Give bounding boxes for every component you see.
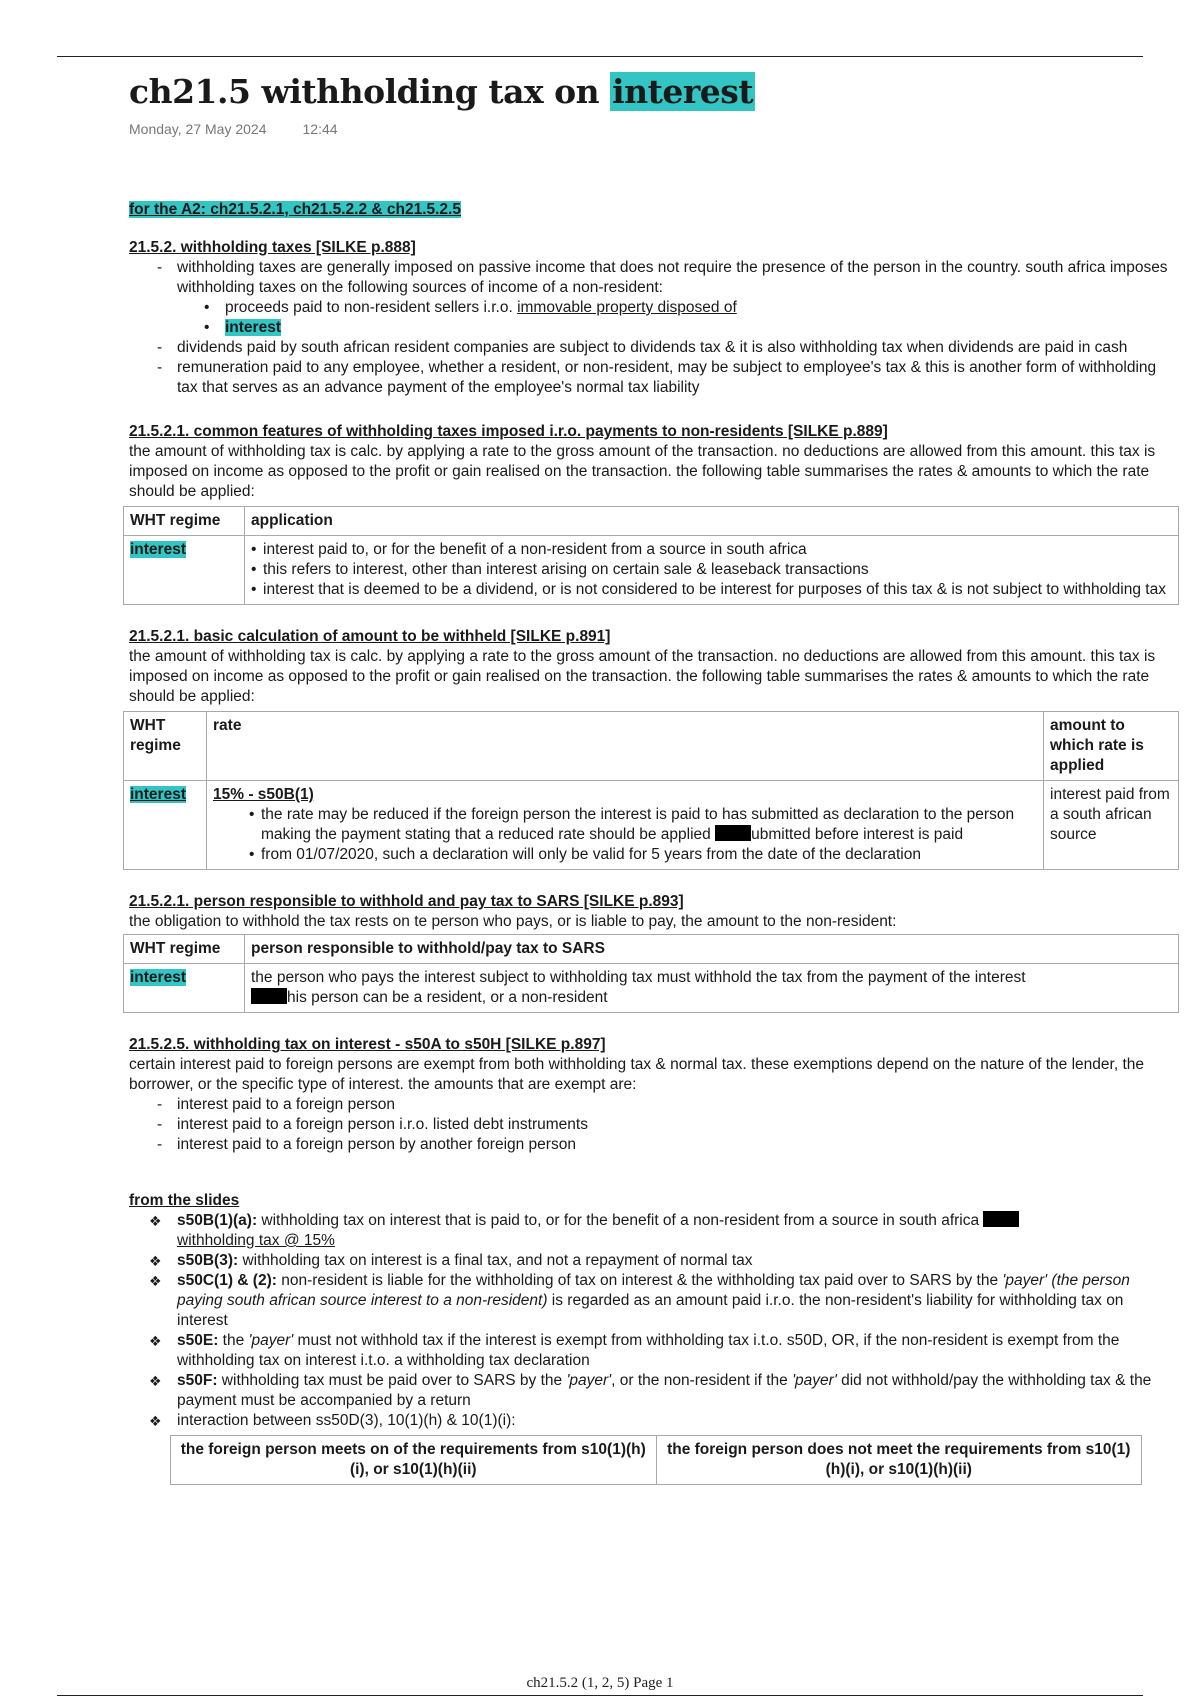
interaction-table xyxy=(170,1435,1142,1485)
redaction-box xyxy=(251,988,287,1004)
table-header-row xyxy=(124,507,1179,536)
table-row xyxy=(124,536,1179,605)
rate-bullet-text: ubmitted before interest is paid xyxy=(751,826,964,843)
rate-bullet: • from 01/07/2020, such a declaration will only be valid for 5 years from the date of the declaration xyxy=(249,845,1037,865)
sub-item-text: proceeds paid to non-resident sellers i.r.o. xyxy=(225,299,518,316)
slides-list xyxy=(129,1211,1177,1431)
slides-item xyxy=(129,1211,1177,1251)
table-cell: interest paid from a south african source xyxy=(1044,781,1179,870)
table-header: WHT regime xyxy=(124,935,245,964)
application-bullet: • interest that is deemed to be a dividend, or is not considered to be interest for purposes of this tax & is not subject to withholding tax xyxy=(251,580,1172,600)
section-intro: the obligation to withhold the tax rests on te person who pays, or is liable to pay, the amount to the non-resident: xyxy=(129,913,897,930)
exempt-list xyxy=(129,1095,1177,1155)
regime-interest: interest xyxy=(130,786,186,803)
table-cell xyxy=(245,964,1179,1013)
table-header-row xyxy=(124,712,1179,781)
application-table xyxy=(123,506,1179,605)
rate-bullet-text: the rate may be reduced if the foreign person the interest is paid to has submitted as declaration to the person making the payment stating that a reduced rate should be applied xyxy=(261,806,1015,843)
withholding-taxes-list xyxy=(129,258,1177,398)
slides-item xyxy=(129,1271,1177,1331)
list-item: - interest paid to a foreign person xyxy=(129,1095,1177,1115)
rate-bullets xyxy=(249,805,1037,865)
section-intro: the amount of withholding tax is calc. by applying a rate to the gross amount of the transaction. no deductions are allowed from this amount. this tax is imposed on income as opposed to the profit or gain realised on the transaction. the following table summarises the rates & amounts to which the rate should be applied: xyxy=(129,648,1156,705)
slides-text: 'payer' xyxy=(566,1372,612,1389)
table-cell xyxy=(124,781,207,870)
interest-highlight: interest xyxy=(225,319,281,336)
application-bullets xyxy=(251,540,1172,600)
page-meta xyxy=(129,121,338,137)
table-header: the foreign person does not meet the requirements from s10(1)(h)(i), or s10(1)(h)(ii) xyxy=(656,1436,1142,1485)
page-time: 12:44 xyxy=(302,121,338,137)
section-label: s50F: xyxy=(177,1372,218,1389)
a2-note: for the A2: ch21.5.2.1, ch21.5.2.2 & ch21.5.2.5 xyxy=(129,201,461,218)
slides-text: 'payer' xyxy=(792,1372,837,1389)
slides-text: 'payer' (the person paying south african source interest to a non-resident) xyxy=(177,1272,1130,1309)
responsibility-table xyxy=(123,934,1179,1013)
immovable-property-link[interactable]: immovable property disposed of xyxy=(517,299,737,316)
page-date: Monday, 27 May 2024 xyxy=(129,121,267,137)
section-heading-basic-calculation: 21.5.2.1. basic calculation of amount to be withheld [SILKE p.891] xyxy=(129,628,611,645)
slides-text: the xyxy=(218,1332,249,1349)
table-header: WHT regime xyxy=(124,507,245,536)
slides-text: 'payer' xyxy=(248,1332,294,1349)
list-item-text: dividends paid by south african resident companies are subject to dividends tax & it is also withholding tax when dividends are paid in cash xyxy=(177,339,1128,356)
slides-text: withholding tax on interest that is paid to, or for the benefit of a non-resident from a source in south africa xyxy=(257,1212,984,1229)
list-item-text: withholding taxes are generally imposed on passive income that does not require the presence of the person in the country. south africa imposes withholding taxes on the following sources of income of a non-resident: xyxy=(177,259,1168,296)
sub-list xyxy=(129,298,1177,338)
list-item: - interest paid to a foreign person by another foreign person xyxy=(129,1135,1177,1155)
list-item xyxy=(129,338,1177,358)
bottom-rule xyxy=(57,1695,1143,1696)
rate-table xyxy=(123,711,1179,870)
rate-title: 15% - s50B(1) xyxy=(213,786,314,803)
list-item: - interest paid to a foreign person i.r.o. listed debt instruments xyxy=(129,1115,1177,1135)
slides-text: withholding tax on interest is a final tax, and not a repayment of normal tax xyxy=(238,1252,753,1269)
slides-text: did not withhold/pay the withholding tax & the payment must be accompanied by a return xyxy=(177,1372,1152,1409)
table-row xyxy=(124,964,1179,1013)
table-cell xyxy=(207,781,1044,870)
list-item xyxy=(129,358,1177,398)
list-item-text: remuneration paid to any employee, whether a resident, or non-resident, may be subject to employee's tax & this is another form of withholding tax that serves as an advance payment of the employee's normal tax liability xyxy=(177,359,1157,396)
table-header: rate xyxy=(207,712,1044,781)
table-cell xyxy=(245,536,1179,605)
section-label: s50B(1)(a): xyxy=(177,1212,258,1229)
slides-text: withholding tax must be paid over to SARS by the xyxy=(217,1372,567,1389)
redaction-box xyxy=(983,1211,1019,1227)
section-intro: the amount of withholding tax is calc. by applying a rate to the gross amount of the transaction. no deductions are allowed from this amount. this tax is imposed on income as opposed to the profit or gain realised on the transaction. the following table summarises the rates & amounts to which the rate should be applied: xyxy=(129,443,1156,500)
section-intro: certain interest paid to foreign persons are exempt from both withholding tax & normal tax. these exemptions depend on the nature of the lender, the borrower, or the specific type of interest. the amounts that are exempt are: xyxy=(129,1056,1145,1093)
title-highlight: interest xyxy=(612,72,754,111)
slides-text: must not withhold tax if the interest is exempt from withholding tax i.t.o. s50D, OR, if the non-resident is exempt from the withholding tax on interest i.t.o. a withholding tax declaration xyxy=(177,1332,1120,1369)
page-content xyxy=(129,200,1177,1485)
table-cell xyxy=(124,536,245,605)
section-heading-withholding-taxes: 21.5.2. withholding taxes [SILKE p.888] xyxy=(129,239,416,256)
section-label: s50E: xyxy=(177,1332,219,1349)
page-title xyxy=(129,70,755,114)
section-heading-common-features: 21.5.2.1. common features of withholding taxes imposed i.r.o. payments to non-residents [SILKE p.889] xyxy=(129,423,888,440)
application-bullet: • interest paid to, or for the benefit of a non-resident from a source in south africa xyxy=(251,540,1172,560)
table-header-row xyxy=(124,935,1179,964)
slides-item xyxy=(129,1251,1177,1271)
page-footer: ch21.5.2 (1, 2, 5) Page 1 xyxy=(526,1675,674,1691)
table-header: WHT regime xyxy=(124,712,207,781)
table-header: the foreign person meets on of the requirements from s10(1)(h)(i), or s10(1)(h)(ii) xyxy=(171,1436,657,1485)
slides-text: is regarded as an amount paid i.r.o. the non-resident's liability for withholding tax on interest xyxy=(177,1292,1124,1329)
slides-item xyxy=(129,1331,1177,1371)
section-heading-wht-on-interest: 21.5.2.5. withholding tax on interest - s50A to s50H [SILKE p.897] xyxy=(129,1036,606,1053)
slides-text: interaction between ss50D(3), 10(1)(h) & 10(1)(i): xyxy=(177,1412,516,1429)
slides-text: withholding tax @ 15% xyxy=(177,1232,335,1249)
title-text: ch21.5 withholding tax on xyxy=(129,72,611,111)
section-label: s50C(1) & (2): xyxy=(177,1272,277,1289)
table-header: person responsible to withhold/pay tax to SARS xyxy=(245,935,1179,964)
list-item xyxy=(129,258,1177,338)
table-header: amount to which rate is applied xyxy=(1044,712,1179,781)
table-header: application xyxy=(245,507,1179,536)
section-label: s50B(3): xyxy=(177,1252,239,1269)
table-row xyxy=(124,781,1179,870)
table-header-row xyxy=(171,1436,1142,1485)
sub-list-item xyxy=(129,298,1177,318)
section-heading-person-responsible: 21.5.2.1. person responsible to withhold and pay tax to SARS [SILKE p.893] xyxy=(129,893,684,910)
slides-item xyxy=(129,1411,1177,1431)
table-cell xyxy=(124,964,245,1013)
rate-bullet xyxy=(249,805,1037,845)
section-heading-from-slides: from the slides xyxy=(129,1192,240,1209)
slides-text: non-resident is liable for the withholding of tax on interest & the withholding tax paid over to SARS by the xyxy=(276,1272,1003,1289)
slides-text: , or the non-resident if the xyxy=(611,1372,793,1389)
top-rule xyxy=(57,56,1143,57)
sub-list-item xyxy=(129,318,1177,338)
redaction-box xyxy=(715,825,751,841)
regime-interest: interest xyxy=(130,969,186,986)
application-bullet: • this refers to interest, other than interest arising on certain sale & leaseback transactions xyxy=(251,560,1172,580)
slides-item xyxy=(129,1371,1177,1411)
responsibility-text: the person who pays the interest subject to withholding tax must withhold the tax from the payment of the interest xyxy=(251,969,1026,986)
responsibility-text: his person can be a resident, or a non-resident xyxy=(287,989,608,1006)
regime-interest: interest xyxy=(130,541,186,558)
